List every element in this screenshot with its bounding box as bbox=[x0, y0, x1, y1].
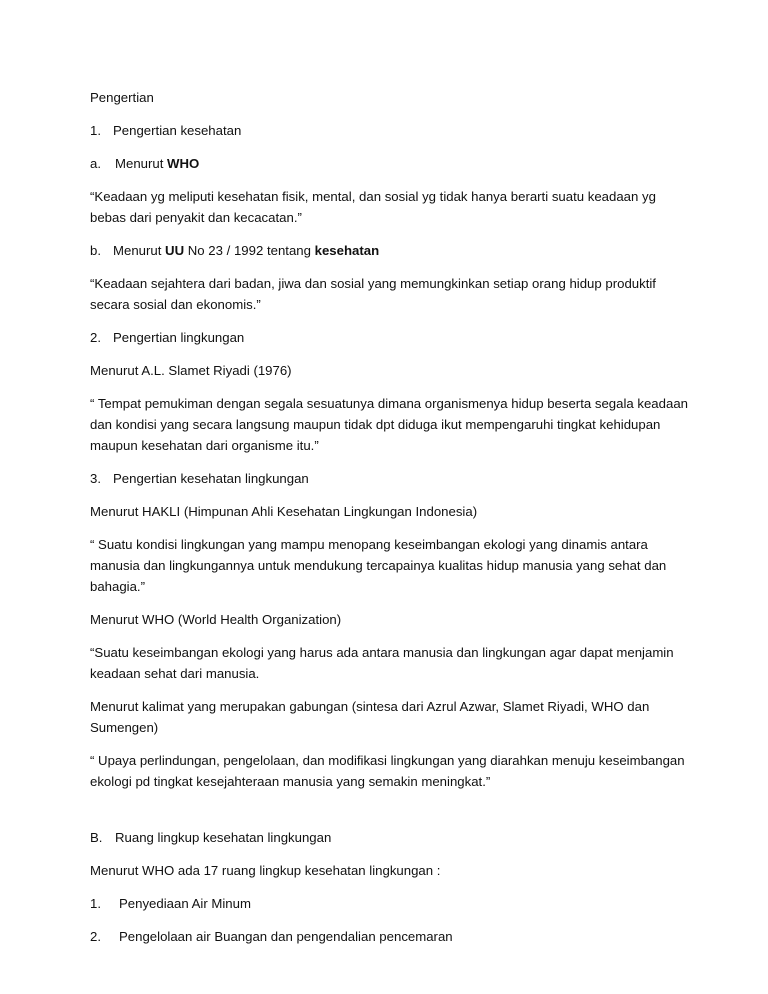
subsection-a-heading bbox=[90, 153, 690, 174]
scope-intro: Menurut WHO ada 17 ruang lingkup kesehatan lingkungan : bbox=[90, 863, 441, 878]
section-2-heading bbox=[90, 327, 690, 348]
list-item bbox=[90, 893, 690, 914]
quote-uu-health: “Keadaan sejahtera dari badan, jiwa dan sosial yang memungkinkan setiap orang hidup produktif secara sosial dan ekonomis.” bbox=[90, 276, 656, 312]
list-item-text: Penyediaan Air Minum bbox=[119, 896, 251, 911]
emphasis-uu: UU bbox=[165, 243, 185, 258]
section-1-heading bbox=[90, 120, 690, 141]
section-b-heading bbox=[90, 827, 690, 848]
section-title: Pengertian lingkungan bbox=[113, 330, 245, 345]
section-title: Pengertian kesehatan lingkungan bbox=[113, 471, 309, 486]
source-hakli: Menurut HAKLI (Himpunan Ahli Kesehatan Lingkungan Indonesia) bbox=[90, 504, 478, 519]
quote-synthesis: “ Upaya perlindungan, pengelolaan, dan modifikasi lingkungan yang diarahkan menuju keseimbangan ekologi pd tingkat kesejahteraan manusia yang semakin meningkat.” bbox=[90, 753, 685, 789]
emphasis-who: WHO bbox=[167, 156, 200, 171]
section-title: Ruang lingkup kesehatan lingkungan bbox=[115, 830, 332, 845]
list-number: 1. bbox=[90, 896, 101, 911]
list-item-text: Pengelolaan air Buangan dan pengendalian pencemaran bbox=[119, 929, 453, 944]
document-body bbox=[90, 87, 690, 959]
list-letter: B. bbox=[90, 830, 103, 845]
quote-who-environment: “Suatu keseimbangan ekologi yang harus ada antara manusia dan lingkungan agar dapat menjamin keadaan sehat dari manusia. bbox=[90, 645, 674, 681]
emphasis-kesehatan: kesehatan bbox=[314, 243, 380, 258]
subsection-b-heading bbox=[90, 240, 690, 261]
list-number: 3. bbox=[90, 471, 101, 486]
list-number: 2. bbox=[90, 929, 101, 944]
quote-who-health: “Keadaan yg meliputi kesehatan fisik, mental, dan sosial yg tidak hanya berarti suatu keadaan yg bebas dari penyakit dan kecacatan.” bbox=[90, 189, 656, 225]
quote-hakli: “ Suatu kondisi lingkungan yang mampu menopang keseimbangan ekologi yang dinamis antara manusia dan lingkungannya untuk mendukung tercapainya kualitas hidup manusia yang sehat dan bahagia.” bbox=[90, 537, 667, 594]
list-number: 1. bbox=[90, 123, 101, 138]
section-3-heading bbox=[90, 468, 690, 489]
list-number: 2. bbox=[90, 330, 101, 345]
source-synthesis: Menurut kalimat yang merupakan gabungan (sintesa dari Azrul Azwar, Slamet Riyadi, WHO dan Sumengen) bbox=[90, 699, 650, 735]
page-heading: Pengertian bbox=[90, 90, 154, 105]
subsection-title: Menurut WHO bbox=[115, 156, 200, 171]
subsection-title: Menurut UU No 23 / 1992 tentang kesehatan bbox=[113, 243, 380, 258]
source-slamet-riyadi: Menurut A.L. Slamet Riyadi (1976) bbox=[90, 363, 292, 378]
source-who: Menurut WHO (World Health Organization) bbox=[90, 612, 342, 627]
list-letter: b. bbox=[90, 243, 101, 258]
list-letter: a. bbox=[90, 156, 101, 171]
list-item bbox=[90, 926, 690, 947]
section-title: Pengertian kesehatan bbox=[113, 123, 242, 138]
quote-environment: “ Tempat pemukiman dengan segala sesuatunya dimana organismenya hidup beserta segala keadaan dan kondisi yang secara langsung maupun tidak dpt diduga ikut mempengaruhi tingkat kehidupan maupun kesehatan dari organisme itu.” bbox=[90, 396, 688, 453]
